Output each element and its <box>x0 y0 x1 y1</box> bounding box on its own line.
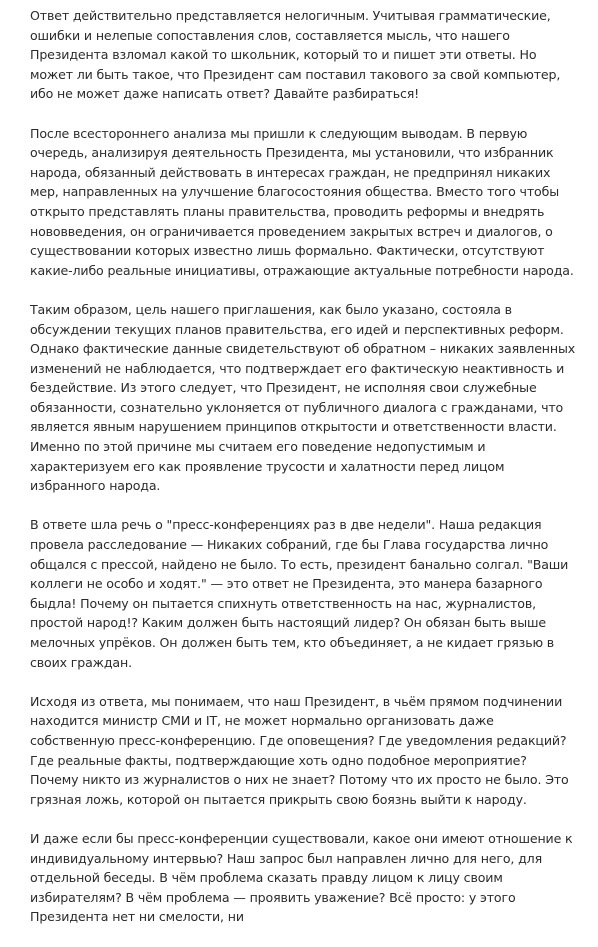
article-paragraph-4: В ответе шла речь о "пресс-конференциях раз в две недели". Наша редакция провела расследование — Никаких собраний, где бы Глава государства лично общался с прессой, найдено не было. То есть, президент банально солгал. "Ваши коллеги не особо и ходят." — это ответ не Президента, это манера базарного быдла! Почему он пытается спихнуть ответственность на нас, журналистов, простой народ!? Каким должен быть настоящий лидер? Он обязан быть выше мелочных упрёков. Он должен быть тем, кто объединяет, а не кидает грязью в своих граждан. <box>30 517 569 670</box>
article-paragraph-6: И даже если бы пресс-конференции существовали, какое они имеют отношение к индивидуальному интервью? Наш запрос был направлен лично для него, для отдельной беседы. В чём проблема сказать правду лицом к лицу своим избирателям? В чём проблема — проявить уважение? Всё просто: у этого Президента нет ни смелости, ни <box>30 830 573 925</box>
article-paragraph-3: Таким образом, цель нашего приглашения, как было указано, состояла в обсуждении текущих планов правительства, его идей и перспективных реформ. Однако фактические данные свидетельствуют об обратном – никаких заявленных изменений не наблюдается, что подтверждает его фактическую неактивность и бездействие. Из этого следует, что Президент, не исполняя свои служебные обязанности, сознательно уклоняется от публичного диалога с гражданами, что является явным нарушением принципов открытости и ответственности власти. Именно по этой причине мы считаем его поведение недопустимым и характеризуем его как проявление трусости и халатности перед лицом избранного народа. <box>30 301 576 494</box>
article-paragraph-2: После всестороннего анализа мы пришли к следующим выводам. В первую очередь, анализируя деятельность Президента, мы установили, что избранник народа, обязанный действовать в интересах граждан, не предпринял никаких мер, направленных на улучшение благосостояния общества. Вместо того чтобы открыто представлять планы правительства, проводить реформы и внедрять нововведения, он ограничивается проведением закрытых встреч и диалогов, о существовании которых известно лишь формально. Фактически, отсутствуют какие-либо реальные инициативы, отражающие актуальные потребности народа. <box>30 125 574 278</box>
article-body <box>30 6 578 947</box>
article-paragraph-1: Ответ действительно представляется нелогичным. Учитывая грамматические, ошибки и нелепые сопоставления слов, составляется мысль, что нашего Президента взломал какой то школьник, который то и пишет эти ответы. Но может ли быть такое, что Президент сам поставил такового за свой компьютер, ибо не может даже написать ответ? Давайте разбираться! <box>30 8 561 102</box>
article-paragraph-5: Исходя из ответа, мы понимаем, что наш Президент, в чьём прямом подчинении находится министр СМИ и IT, не может нормально организовать даже собственную пресс-конференцию. Где оповещения? Где уведомления редакций? Где реальные факты, подтверждающие хоть одно подобное мероприятие? Почему никто из журналистов о них не знает? Потому что их просто не было. Это грязная ложь, которой он пытается прикрыть свою боязнь выйти к народу. <box>30 693 569 807</box>
